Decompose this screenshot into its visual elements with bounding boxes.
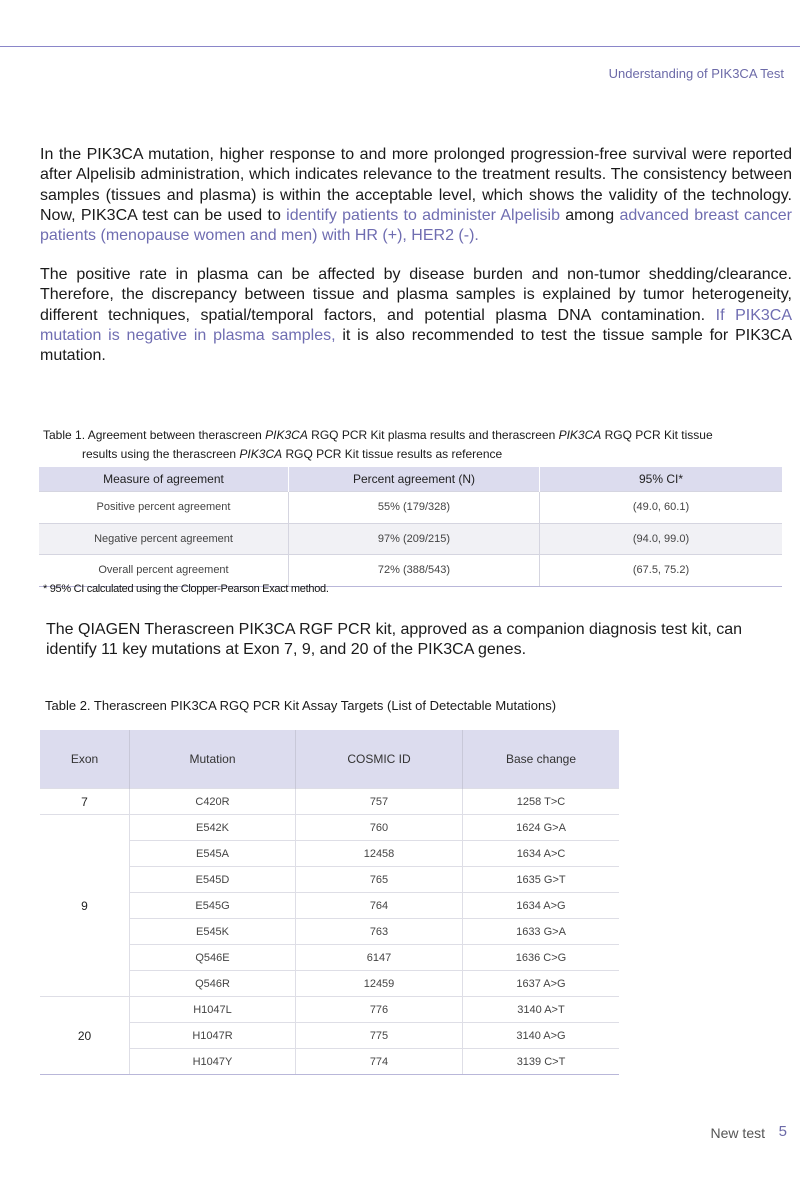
mutation-cell: E545G xyxy=(130,893,296,919)
cosmic-id-cell: 760 xyxy=(296,815,463,841)
column-header: Exon xyxy=(40,730,130,789)
agreement-table xyxy=(39,467,782,587)
table1-caption-part: RGQ PCR Kit tissue xyxy=(601,428,713,442)
cosmic-id-cell: 12458 xyxy=(296,841,463,867)
cosmic-id-cell: 775 xyxy=(296,1023,463,1049)
exon-cell: 20 xyxy=(40,997,130,1075)
cosmic-id-cell: 12459 xyxy=(296,971,463,997)
table-cell: Positive percent agreement xyxy=(39,492,289,524)
cosmic-id-cell: 763 xyxy=(296,919,463,945)
table-cell: 97% (209/215) xyxy=(289,523,540,555)
base-change-cell: 1633 G>A xyxy=(463,919,620,945)
running-title: Understanding of PIK3CA Test xyxy=(608,66,784,81)
paragraph1-text2: among xyxy=(559,206,620,224)
column-header: 95% CI* xyxy=(540,467,783,492)
paragraph2-highlight1: If PIK3CA mutation is negative in plasma samples, xyxy=(40,306,792,344)
table1-caption-line2 xyxy=(43,445,763,464)
table-row xyxy=(39,555,782,587)
table1-caption-part: Table 1. Agreement between therascreen xyxy=(43,428,266,442)
cosmic-id-cell: 764 xyxy=(296,893,463,919)
cosmic-id-cell: 774 xyxy=(296,1049,463,1075)
table-cell: 72% (388/543) xyxy=(289,555,540,587)
base-change-cell: 1624 G>A xyxy=(463,815,620,841)
table1-caption-gene: PIK3CA xyxy=(239,447,283,461)
table1-caption-part: RGQ PCR Kit tissue results as reference xyxy=(282,447,503,461)
exon-cell: 7 xyxy=(40,789,130,815)
mutation-cell: H1047R xyxy=(130,1023,296,1049)
table1-footnote: * 95% CI calculated using the Clopper-Pearson Exact method. xyxy=(43,583,329,595)
base-change-cell: 3139 C>T xyxy=(463,1049,620,1075)
column-header: COSMIC ID xyxy=(296,730,463,789)
table-row xyxy=(40,789,619,815)
base-change-cell: 3140 A>T xyxy=(463,997,620,1023)
column-header: Mutation xyxy=(130,730,296,789)
table1-caption-part: RGQ PCR Kit plasma results and therascreen xyxy=(307,428,559,442)
table-header-row xyxy=(39,467,782,492)
base-change-cell: 1636 C>G xyxy=(463,945,620,971)
paragraph1-highlight2: advanced breast cancer patients (menopause women and men) with HR (+), HER2 (-). xyxy=(40,206,792,245)
column-header: Measure of agreement xyxy=(39,467,289,492)
column-header: Percent agreement (N) xyxy=(289,467,540,492)
page-number: 5 xyxy=(778,1123,787,1140)
table-row xyxy=(40,815,619,841)
base-change-cell: 1635 G>T xyxy=(463,867,620,893)
cosmic-id-cell: 765 xyxy=(296,867,463,893)
table-row xyxy=(39,492,782,524)
mutation-cell: C420R xyxy=(130,789,296,815)
table-cell: (49.0, 60.1) xyxy=(540,492,783,524)
exon-cell: 9 xyxy=(40,815,130,997)
base-change-cell: 3140 A>G xyxy=(463,1023,620,1049)
base-change-cell: 1634 A>G xyxy=(463,893,620,919)
mutation-cell: Q546E xyxy=(130,945,296,971)
table1-caption xyxy=(43,426,763,464)
table-row xyxy=(40,997,619,1023)
paragraph1-text1: In the PIK3CA mutation, higher response to and more prolonged progression-free survival were reported after Alpelisib administration, which indicates relevance to the treatment results. The consistency between samples (tissues and plasma) is within the acceptable level, which shows the validity of the technology. Now, PIK3CA test can be used to xyxy=(40,146,792,224)
table2-caption: Table 2. Therascreen PIK3CA RGQ PCR Kit Assay Targets (List of Detectable Mutations) xyxy=(45,698,557,713)
table-cell: Negative percent agreement xyxy=(39,523,289,555)
base-change-cell: 1258 T>C xyxy=(463,789,620,815)
mutation-cell: H1047L xyxy=(130,997,296,1023)
cosmic-id-cell: 757 xyxy=(296,789,463,815)
paragraph-plasma xyxy=(40,265,792,366)
footer-label: New test xyxy=(710,1125,765,1141)
paragraph1-highlight1: identify patients to administer Alpelisib xyxy=(286,206,560,224)
header-rule xyxy=(0,46,800,47)
table1-caption-gene: PIK3CA xyxy=(558,428,602,442)
table-cell: (94.0, 99.0) xyxy=(540,523,783,555)
cosmic-id-cell: 6147 xyxy=(296,945,463,971)
paragraph2-text1: The positive rate in plasma can be affected by disease burden and non-tumor shedding/clearance. Therefore, the discrepancy between tissue and plasma samples is explained by tumor heterogeneity, different techniques, spatial/temporal factors, and potential plasma DNA contamination. xyxy=(40,266,792,324)
mutation-cell: E542K xyxy=(130,815,296,841)
mutation-cell: E545K xyxy=(130,919,296,945)
table-row xyxy=(39,523,782,555)
column-header: Base change xyxy=(463,730,620,789)
table-cell: Overall percent agreement xyxy=(39,555,289,587)
table1-caption-part: results using the therascreen xyxy=(82,447,240,461)
cosmic-id-cell: 776 xyxy=(296,997,463,1023)
mutation-cell: E545A xyxy=(130,841,296,867)
mutation-cell: E545D xyxy=(130,867,296,893)
paragraph-qiagen-kit: The QIAGEN Therascreen PIK3CA RGF PCR kit, approved as a companion diagnosis test kit, can identify 11 key mutations at Exon 7, 9, and 20 of the PIK3CA genes. xyxy=(46,621,743,659)
mutation-cell: Q546R xyxy=(130,971,296,997)
paragraph-alpelisib xyxy=(40,145,792,246)
base-change-cell: 1634 A>C xyxy=(463,841,620,867)
table-cell: (67.5, 75.2) xyxy=(540,555,783,587)
table-cell: 55% (179/328) xyxy=(289,492,540,524)
table1-caption-gene: PIK3CA xyxy=(265,428,308,442)
base-change-cell: 1637 A>G xyxy=(463,971,620,997)
mutation-cell: H1047Y xyxy=(130,1049,296,1075)
paragraph2-text2: it is also recommended to test the tissue sample for PIK3CA mutation. xyxy=(40,326,792,365)
table-header-row xyxy=(40,730,619,789)
mutation-table xyxy=(40,730,619,1075)
